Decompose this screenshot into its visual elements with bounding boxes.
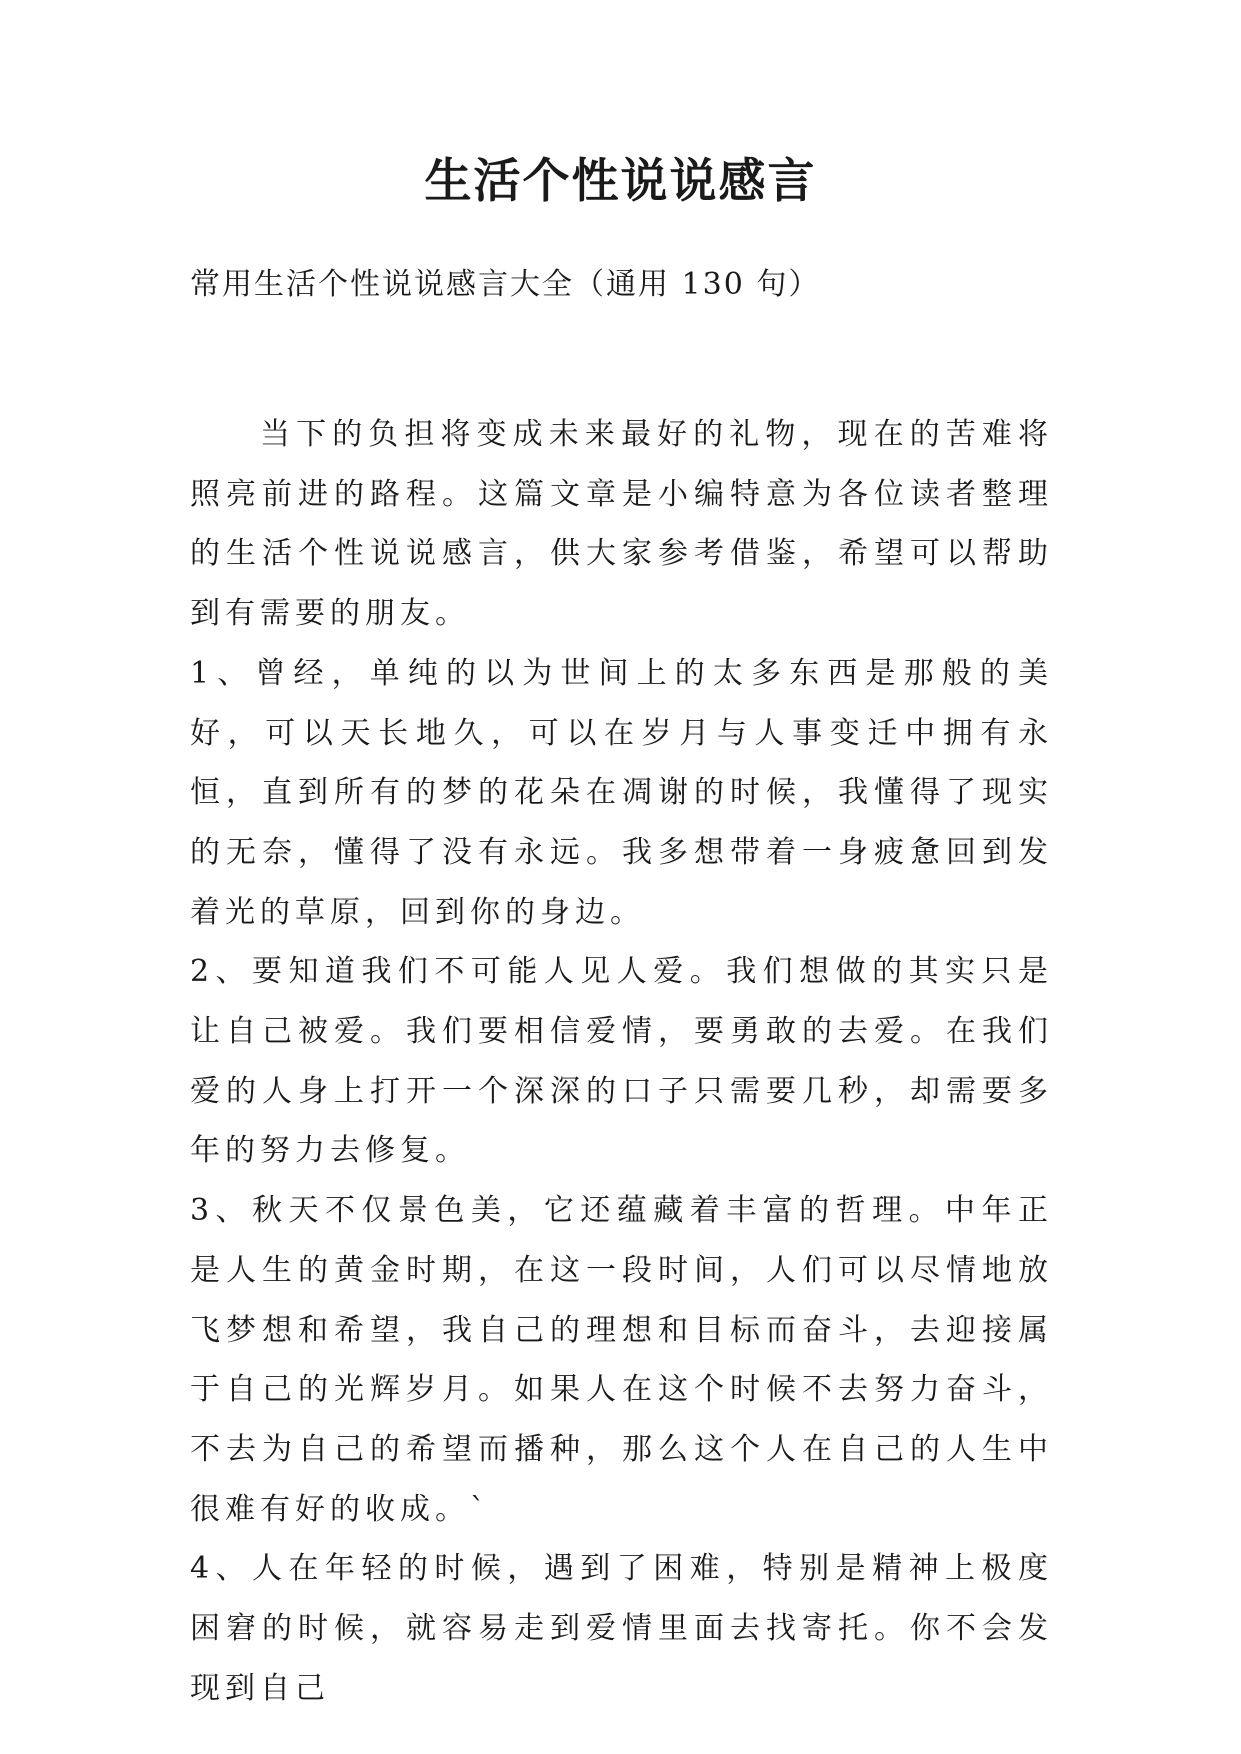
document-subtitle: 常用生活个性说说感言大全（通用 130 句） <box>190 267 821 302</box>
list-item: 2、要知道我们不可能人见人爱。我们想做的其实只是让自己被爱。我们要相信爱情，要勇敢的去爱。在我们爱的人身上打开一个深深的口子只需要几秒，却需要多年的努力去修复。 <box>190 954 1053 1169</box>
document-title: 生活个性说说感言 <box>424 154 817 209</box>
document-body <box>190 405 1053 1718</box>
list-item: 3、秋天不仅景色美，它还蕴藏着丰富的哲理。中年正是人生的黄金时期，在这一段时间，人们可以尽情地放飞梦想和希望，我自己的理想和目标而奋斗，去迎接属于自己的光辉岁月。如果人在这个时候不去努力奋斗，不去为自己的希望而播种，那么这个人在自己的人生中很难有好的收成。` <box>190 1193 1053 1527</box>
intro-paragraph: 当下的负担将变成未来最好的礼物，现在的苦难将照亮前进的路程。这篇文章是小编特意为各位读者整理的生活个性说说感言，供大家参考借鉴，希望可以帮助到有需要的朋友。 <box>190 417 1053 632</box>
list-item: 4、人在年轻的时候，遇到了困难，特别是精神上极度困窘的时候，就容易走到爱情里面去找寄托。你不会发现到自己 <box>190 1551 1053 1706</box>
list-item: 1、曾经，单纯的以为世间上的太多东西是那般的美好，可以天长地久，可以在岁月与人事变迁中拥有永恒，直到所有的梦的花朵在凋谢的时候，我懂得了现实的无奈，懂得了没有永远。我多想带着一身疲惫回到发着光的草原，回到你的身边。 <box>190 655 1053 930</box>
